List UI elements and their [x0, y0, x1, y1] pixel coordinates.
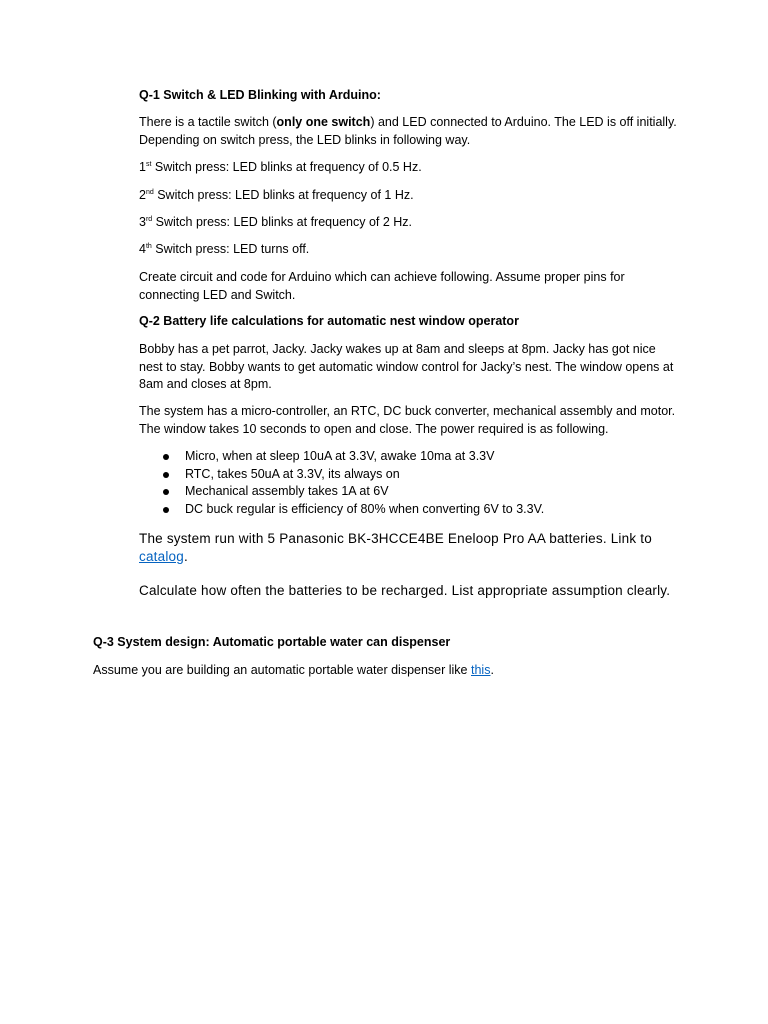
bullet-icon	[163, 489, 169, 495]
q1-intro-a: There is a tactile switch (	[139, 115, 277, 129]
press-number: 1	[139, 160, 146, 174]
list-item	[139, 483, 679, 501]
bullet-icon	[163, 507, 169, 513]
q2-battery-text: The system run with 5 Panasonic BK-3HCCE4BE Eneloop Pro AA batteries. Link to	[139, 531, 652, 546]
q3-heading: Q-3 System design: Automatic portable water can dispenser	[93, 635, 451, 649]
press-text: Switch press: LED blinks at frequency of 1 Hz.	[153, 188, 414, 202]
list-item-text: DC buck regular is efficiency of 80% when converting 6V to 3.3V.	[185, 501, 545, 516]
q1-intro	[139, 114, 679, 149]
list-item-text: Micro, when at sleep 10uA at 3.3V, awake 10ma at 3.3V	[185, 449, 495, 463]
press-number: 2	[139, 188, 146, 202]
this-link[interactable]: this	[471, 663, 491, 677]
q1-task: Create circuit and code for Arduino which can achieve following. Assume proper pins for connecting LED and Switch.	[139, 270, 625, 302]
q2-battery-paragraph	[139, 530, 679, 566]
q3-text: Assume you are building an automatic portable water dispenser like	[93, 663, 471, 677]
q1-intro-b: ) and LED connected to Arduino. The LED is off initially. Depending on switch press, the LED blinks in following way.	[139, 115, 677, 147]
press-text: Switch press: LED turns off.	[151, 242, 310, 256]
press-ordinal: th	[145, 243, 152, 250]
q1-press-1	[139, 159, 679, 177]
press-text: Switch press: LED blinks at frequency of 0.5 Hz.	[151, 160, 422, 174]
list-item-text: RTC, takes 50uA at 3.3V, its always on	[185, 466, 400, 481]
q1-press-4	[139, 241, 679, 259]
bullet-icon	[163, 454, 169, 460]
press-ordinal: st	[145, 161, 152, 168]
q1-press-2	[139, 187, 679, 205]
q2-battery-end: .	[183, 549, 188, 564]
q2-para-2: The system has a micro-controller, an RTC, DC buck converter, mechanical assembly and motor. The window takes 10 seconds to open and close. The power required is as following.	[139, 404, 676, 436]
q3-end: .	[490, 663, 494, 677]
q1-heading: Q-1 Switch & LED Blinking with Arduino:	[139, 88, 381, 102]
q2-heading: Q-2 Battery life calculations for automatic nest window operator	[139, 314, 519, 328]
list-item	[139, 448, 679, 466]
q2-calc: Calculate how often the batteries to be recharged. List appropriate assumption clearly.	[139, 583, 671, 598]
bullet-icon	[163, 472, 169, 478]
press-ordinal: nd	[145, 189, 154, 196]
press-number: 4	[139, 242, 146, 256]
q2-power-list	[139, 448, 679, 518]
press-number: 3	[139, 215, 146, 229]
list-item	[139, 466, 679, 484]
press-ordinal: rd	[145, 216, 153, 223]
q1-press-3	[139, 214, 679, 232]
q3-paragraph	[93, 662, 693, 680]
q2-para-1: Bobby has a pet parrot, Jacky. Jacky wakes up at 8am and sleeps at 8pm. Jacky has got nice nest to stay. Bobby wants to get automatic window control for Jacky’s nest. The window opens at 8am and closes at 8pm.	[139, 342, 674, 391]
catalog-link[interactable]: catalog	[139, 549, 184, 564]
list-item	[139, 501, 679, 519]
q1-intro-bold: only one switch	[276, 115, 371, 129]
press-text: Switch press: LED blinks at frequency of 2 Hz.	[152, 215, 413, 229]
list-item-text: Mechanical assembly takes 1A at 6V	[185, 484, 389, 498]
